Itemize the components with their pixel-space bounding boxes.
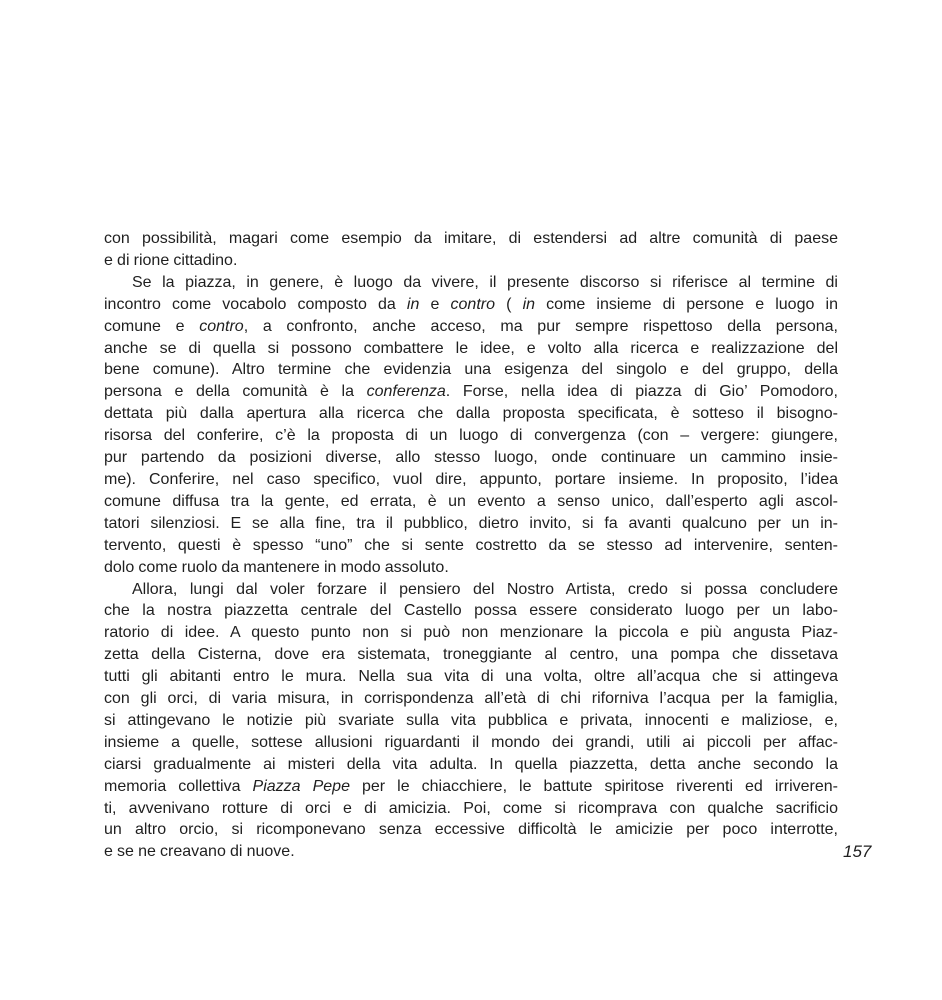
text-line: anche se di quella si possono combattere le idee, e volto alla ricerca e realizzazione del [104, 339, 838, 357]
text-line: insieme a quelle, sottese allusioni riguardanti il mondo dei grandi, utili ai piccoli per affac- [104, 733, 838, 751]
text-line: tutti gli abitanti entro le mura. Nella sua vita di una volta, oltre all’acqua che si attingeva [104, 668, 838, 686]
text-line: che la nostra piazzetta centrale del Castello possa essere considerato luogo per un labo- [104, 602, 838, 620]
text-line: ratorio di idee. A questo punto non si può non menzionare la piccola e più angusta Piaz- [104, 624, 838, 642]
text-line: pur partendo da posizioni diverse, allo stesso luogo, onde continuare un cammino insie- [104, 449, 838, 467]
text-line: comune e contro, a confronto, anche acceso, ma pur sempre rispettoso della persona, [104, 317, 838, 335]
text-line: e se ne creavano di nuove. [104, 843, 295, 861]
text-line: dettata più dalla apertura alla ricerca che dalla proposta specificata, è sotteso il bisogno- [104, 405, 838, 423]
text-line: un altro orcio, si ricomponevano senza eccessive difficoltà le amicizie per poco interrotte, [104, 821, 838, 839]
page-number: 157 [843, 842, 872, 861]
text-line: tervento, questi è spesso “uno” che si sente costretto da se stesso ad intervenire, senten- [104, 536, 838, 554]
text-line: con possibilità, magari come esempio da imitare, di estendersi ad altre comunità di paese [104, 230, 838, 247]
text-line: ciarsi gradualmente ai misteri della vita adulta. In quella piazzetta, detta anche secondo la [104, 755, 838, 773]
text-line: dolo come ruolo da mantenere in modo assoluto. [104, 558, 449, 576]
text-line: e di rione cittadino. [104, 251, 238, 269]
text-line: Se la piazza, in genere, è luogo da vivere, il presente discorso si riferisce al termine di [132, 273, 838, 291]
text-line: persona e della comunità è la conferenza. Forse, nella idea di piazza di Gio’ Pomodoro, [104, 383, 838, 401]
text-line: ti, avvenivano rotture di orci e di amicizia. Poi, come si ricomprava con qualche sacrificio [104, 799, 838, 817]
text-line: risorsa del conferire, c’è la proposta di un luogo di convergenza (con – vergere: giungere, [104, 427, 838, 445]
text-line: memoria collettiva Piazza Pepe per le chiacchiere, le battute spiritose riverenti ed irriveren- [104, 777, 838, 795]
body-text [104, 228, 838, 863]
text-line: me). Conferire, nel caso specifico, vuol dire, appunto, portare insieme. In proposito, l’idea [104, 470, 838, 488]
text-line: Allora, lungi dal voler forzare il pensiero del Nostro Artista, credo si possa concludere [132, 580, 838, 598]
text-line: comune diffusa tra la gente, ed errata, è un evento a senso unico, dall’esperto agli ascol- [104, 492, 838, 510]
text-line: incontro come vocabolo composto da in e contro ( in come insieme di persone e luogo in [104, 295, 838, 313]
text-line: bene comune). Altro termine che evidenzia una esigenza del singolo e del gruppo, della [104, 361, 838, 379]
text-line: zetta della Cisterna, dove era sistemata, troneggiante al centro, una pompa che dissetava [104, 646, 838, 664]
text-line: tatori silenziosi. E se alla fine, tra il pubblico, dietro invito, si fa avanti qualcuno per un in- [104, 514, 838, 532]
text-line: con gli orci, di varia misura, in corrispondenza all’età di chi riforniva l’acqua per la famiglia, [104, 690, 838, 708]
text-line: si attingevano le notizie più svariate sulla vita pubblica e privata, innocenti e maliziose, e, [104, 711, 838, 729]
